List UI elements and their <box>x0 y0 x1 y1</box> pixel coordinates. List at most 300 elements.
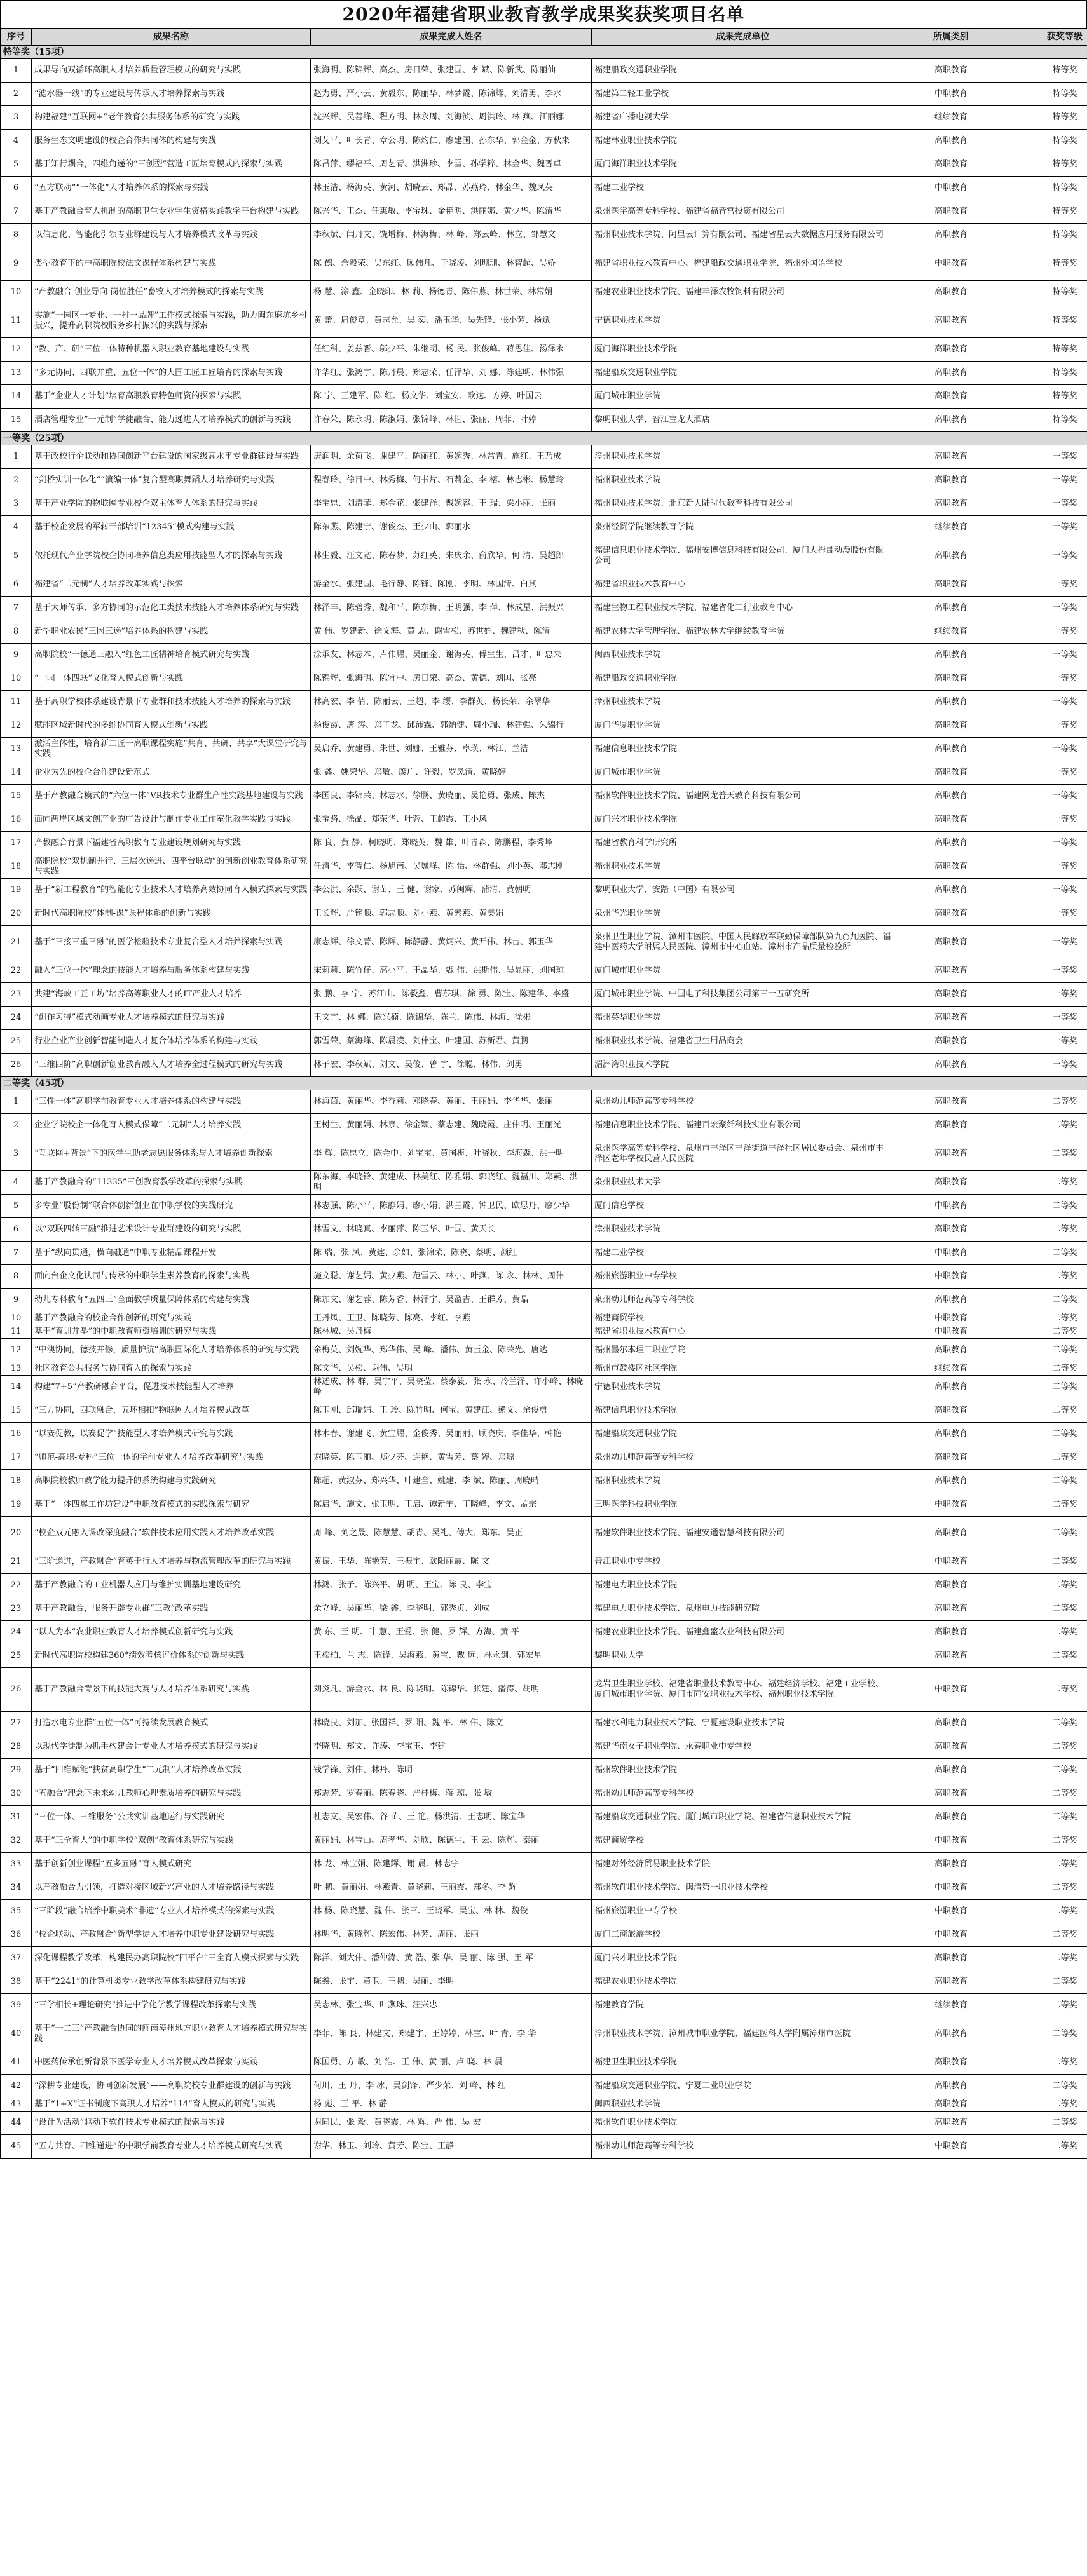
cell-number: 29 <box>1 1759 32 1782</box>
cell-award-level: 特等奖 <box>1008 106 1087 130</box>
cell-category: 继续教育 <box>894 1362 1008 1376</box>
cell-category: 中职教育 <box>894 1325 1008 1339</box>
cell-completers: 施文聪、谢艺娟、黄少燕、范雪云、林小、叶燕、陈 永、林林、周伟 <box>311 1265 592 1289</box>
cell-achievement-name: 高职院校“双机制并行、三层次递进、四平台联动”的创新创业教育体系研究与实践 <box>32 855 311 879</box>
cell-category: 高职教育 <box>894 338 1008 362</box>
table-row <box>1 1574 1087 1597</box>
cell-completers: 张海明、陈锦辉、高杰、房日荣、张建国、李 斌、陈新武、陈丽仙 <box>311 59 592 83</box>
cell-number: 30 <box>1 1782 32 1806</box>
table-row <box>1 1362 1087 1376</box>
cell-award-level: 二等奖 <box>1008 1289 1087 1312</box>
cell-category: 高职教育 <box>894 1171 1008 1195</box>
cell-institution: 福州职业技术学院、阿里云计算有限公司、福建省星云大数据应用服务有限公司 <box>592 224 894 247</box>
table-row <box>1 1517 1087 1550</box>
cell-number: 2 <box>1 1114 32 1137</box>
document-title: 2020年福建省职业教育教学成果奖获奖项目名单 <box>0 0 1087 28</box>
table-row <box>1 785 1087 808</box>
cell-achievement-name: 高职院校教师教学能力提升的系统构建与实践研究 <box>32 1470 311 1493</box>
table-row <box>1 808 1087 832</box>
cell-award-level: 二等奖 <box>1008 2075 1087 2098</box>
cell-achievement-name: 服务生态文明建设的校企合作共同体的构建与实践 <box>32 130 311 153</box>
cell-number: 39 <box>1 1994 32 2017</box>
cell-institution: 福州职业技术学院 <box>592 469 894 492</box>
table-row <box>1 539 1087 573</box>
cell-institution: 福建电力职业技术学院 <box>592 1574 894 1597</box>
cell-category: 高职教育 <box>894 1376 1008 1399</box>
cell-completers: 黄丽娟、林宝山、周孝华、刘欣、陈德生、王 云、陈辉、秦丽 <box>311 1829 592 1853</box>
cell-institution: 泉州医学高等专科学校、福建省福音宫投资有限公司 <box>592 200 894 224</box>
table-row <box>1 573 1087 597</box>
cell-category: 高职教育 <box>894 1137 1008 1171</box>
cell-number: 13 <box>1 738 32 761</box>
cell-category: 中职教育 <box>894 83 1008 106</box>
table-row <box>1 409 1087 432</box>
cell-institution: 晋江职业中专学校 <box>592 1550 894 1574</box>
cell-completers: 李公洪、余跃、谢苗、王 健、谢家、苏闽辉、蒲清、黄朝明 <box>311 879 592 902</box>
cell-completers: 黄 东、王 明、叶 慧、王爱、张 健、罗 辉、方海、黄 平 <box>311 1621 592 1644</box>
cell-achievement-name: 成果导向双循环高职人才培养质量管理模式的研究与实践 <box>32 59 311 83</box>
cell-institution: 福建工业学校 <box>592 1242 894 1265</box>
table-row <box>1 1007 1087 1030</box>
cell-category: 中职教育 <box>894 177 1008 200</box>
cell-award-level: 二等奖 <box>1008 1090 1087 1114</box>
cell-category: 高职教育 <box>894 879 1008 902</box>
cell-award-level: 二等奖 <box>1008 1923 1087 1947</box>
cell-category: 高职教育 <box>894 2112 1008 2135</box>
cell-institution: 泉州医学高等专科学校、泉州市丰泽区丰泽街道丰泽社区居民委员会、泉州市丰泽区老年学校民营人民医院 <box>592 1137 894 1171</box>
cell-institution: 湄洲湾职业技术学院 <box>592 1054 894 1077</box>
cell-number: 34 <box>1 1876 32 1900</box>
cell-award-level: 特等奖 <box>1008 385 1087 409</box>
cell-award-level: 一等奖 <box>1008 855 1087 879</box>
cell-category: 高职教育 <box>894 738 1008 761</box>
cell-number: 43 <box>1 2098 32 2112</box>
cell-number: 18 <box>1 855 32 879</box>
cell-number: 35 <box>1 1900 32 1923</box>
cell-award-level: 特等奖 <box>1008 224 1087 247</box>
cell-achievement-name: 企业为先的校企合作建设新范式 <box>32 761 311 785</box>
table-row <box>1 445 1087 469</box>
cell-achievement-name: 赋能区域新时代的多维协同育人模式创新与实践 <box>32 714 311 738</box>
cell-completers: 许春荣、陈永明、陈淑娟、张锦峰、林世、张丽、周菲、叶婷 <box>311 409 592 432</box>
cell-category: 高职教育 <box>894 281 1008 304</box>
cell-award-level: 二等奖 <box>1008 1970 1087 1994</box>
cell-number: 19 <box>1 1493 32 1517</box>
cell-institution: 福州职业技术学院、北京新大陆时代教育科技有限公司 <box>592 492 894 516</box>
cell-category: 高职教育 <box>894 1289 1008 1312</box>
cell-institution: 福建信息职业技术学院、福州安博信息科技有限公司、厦门大拇哥动漫股份有限公司 <box>592 539 894 573</box>
cell-number: 11 <box>1 304 32 338</box>
cell-award-level: 二等奖 <box>1008 1423 1087 1446</box>
cell-achievement-name: 激活主体性，培育新工匠一高职课程实施“共育、共研、共享”大课堂研究与实践 <box>32 738 311 761</box>
cell-completers: 陈昌萍、缪福平、周艺青、洪洲珍、李雪、孙学粹、林金华、魏晋卓 <box>311 153 592 177</box>
cell-number: 12 <box>1 1339 32 1362</box>
cell-number: 36 <box>1 1923 32 1947</box>
cell-institution: 福建软件职业技术学院、福建安通智慧科技有限公司 <box>592 1517 894 1550</box>
cell-category: 高职教育 <box>894 1517 1008 1550</box>
award-table <box>0 28 1087 2159</box>
cell-completers: 林玉洁、杨海英、黄河、胡晓云、郑晶、苏燕玲、林金华、魏凤英 <box>311 177 592 200</box>
cell-category: 高职教育 <box>894 1735 1008 1759</box>
table-row <box>1 1376 1087 1399</box>
cell-number: 23 <box>1 1597 32 1621</box>
table-row <box>1 177 1087 200</box>
cell-institution: 福州市鼓楼区社区学院 <box>592 1362 894 1376</box>
cell-achievement-name: 基于“1+X”证书制度下高职人才培养“114”育人模式的研究与实践 <box>32 2098 311 2112</box>
cell-number: 1 <box>1 1090 32 1114</box>
cell-institution: 福建农业职业技术学院 <box>592 1970 894 1994</box>
section-header-row <box>1 1077 1087 1090</box>
cell-number: 2 <box>1 83 32 106</box>
cell-award-level: 特等奖 <box>1008 83 1087 106</box>
cell-completers: 王丹凤、王卫、陈晓芳、陈亮、李红、李燕 <box>311 1312 592 1325</box>
cell-institution: 福建第二轻工业学校 <box>592 83 894 106</box>
cell-category: 高职教育 <box>894 1853 1008 1876</box>
cell-number: 22 <box>1 1574 32 1597</box>
cell-number: 19 <box>1 879 32 902</box>
cell-category: 高职教育 <box>894 1947 1008 1970</box>
cell-achievement-name: 以信息化、智能化引领专业群建设与人才培养模式改革与实践 <box>32 224 311 247</box>
cell-institution: 泉州华光职业学院 <box>592 902 894 926</box>
cell-completers: 许华红、张鸿宇、陈丹晨、郑志荣、任泽华、刘 娜、陈建明、林伟强 <box>311 362 592 385</box>
cell-award-level: 一等奖 <box>1008 879 1087 902</box>
cell-achievement-name: 深化课程教学改革，构建民办高职院校“四平台”三全育人模式探索与实践 <box>32 1947 311 1970</box>
cell-completers: 陈 鹤、余毅荣、吴东红、顾伟凡、于晓凌、刘珊珊、林智超、吴娇 <box>311 247 592 281</box>
cell-completers: 李秋斌、闫丹文、饶增梅、林海梅、林 峰、郑云峰、林立、邹慧文 <box>311 224 592 247</box>
cell-institution: 福建商贸学校 <box>592 1312 894 1325</box>
cell-achievement-name: 类型教育下的中高职院校法文课程体系构建与实践 <box>32 247 311 281</box>
cell-institution: 福建船政交通职业学院、宁夏工业职业学院 <box>592 2075 894 2098</box>
cell-category: 高职教育 <box>894 855 1008 879</box>
cell-category: 高职教育 <box>894 1574 1008 1597</box>
cell-completers: 林述成、林 群、吴宇平、吴晓莹、蔡泰毅、张 永、冷兰泽、许小峰、林晓峰 <box>311 1376 592 1399</box>
cell-completers: 陈玉刚、邱瑞娟、王 玲、陈竹明、何宝、黄建江、熊文、余俊勇 <box>311 1399 592 1423</box>
cell-number: 14 <box>1 1376 32 1399</box>
cell-award-level: 二等奖 <box>1008 1218 1087 1242</box>
cell-institution: 泉州经贸学院继续教育学院 <box>592 516 894 539</box>
cell-award-level: 一等奖 <box>1008 1054 1087 1077</box>
cell-institution: 厦门兴才职业技术学院 <box>592 1947 894 1970</box>
header-award-level: 获奖等级 <box>1008 29 1087 46</box>
cell-achievement-name: 基于“育训并举”的中职教育师资培训的研究与实践 <box>32 1325 311 1339</box>
cell-achievement-name: 基于政校行企联动和协同创新平台建设的国家级高水平专业群建设与实践 <box>32 445 311 469</box>
cell-achievement-name: 依托现代产业学院校企协同培养信息类应用技能型人才的探索与实践 <box>32 539 311 573</box>
cell-number: 3 <box>1 106 32 130</box>
cell-institution: 厦门兴才职业技术学院 <box>592 808 894 832</box>
cell-award-level: 一等奖 <box>1008 785 1087 808</box>
table-row <box>1 1644 1087 1668</box>
cell-completers: 程春玲、徐日中、林秀梅、何书片、石莉金、李 榕、林志彬、杨慧玲 <box>311 469 592 492</box>
cell-number: 10 <box>1 1312 32 1325</box>
cell-institution: 福州职业技术学院、福建省卫生用品商会 <box>592 1030 894 1054</box>
cell-completers: 任红科、姜兹晋、邬少平、朱继明、杨 民、张俊峰、蒋思佳、汤泽永 <box>311 338 592 362</box>
cell-completers: 林子宏、李秋斌、刘文、吴俊、曾 宇、徐聪、林伟、刘勇 <box>311 1054 592 1077</box>
cell-completers: 陈国勇、方 敏、刘 浩、王 伟、黄 丽、卢 晓、林 晨 <box>311 2051 592 2075</box>
cell-institution: 福建对外经济贸易职业技术学院 <box>592 1853 894 1876</box>
cell-institution: 福州软件职业技术学院、福建网龙普天教育科技有限公司 <box>592 785 894 808</box>
cell-number: 33 <box>1 1853 32 1876</box>
cell-completers: 陈洋、刘大伟、潘仲涛、黄 浩、张 华、吴 丽、陈 强、王 军 <box>311 1947 592 1970</box>
cell-completers: 赵为勇、严小云、黄毅东、陈丽华、林梦霞、陈锦辉、刘清勇、李水 <box>311 83 592 106</box>
cell-number: 20 <box>1 1517 32 1550</box>
table-row <box>1 714 1087 738</box>
cell-achievement-name: “深耕专业建设，协同创新发展”——高职院校专业群建设的创新与实践 <box>32 2075 311 2098</box>
cell-category: 中职教育 <box>894 247 1008 281</box>
cell-category: 高职教育 <box>894 445 1008 469</box>
cell-category: 高职教育 <box>894 597 1008 620</box>
cell-number: 25 <box>1 1030 32 1054</box>
cell-institution: 黎明职业大学、晋江宝龙大酒店 <box>592 409 894 432</box>
cell-achievement-name: “校企联动、产教融合”新型学徒人才培养中职专业建设研究与实践 <box>32 1923 311 1947</box>
cell-completers: 杨 彪、王 平、林 静 <box>311 2098 592 2112</box>
cell-award-level: 二等奖 <box>1008 2135 1087 2159</box>
cell-completers: 康志辉、徐文菁、陈辉、陈静静、黄炳兴、黄开伟、林吉、郭玉华 <box>311 926 592 959</box>
cell-number: 32 <box>1 1829 32 1853</box>
cell-number: 26 <box>1 1054 32 1077</box>
cell-category: 高职教育 <box>894 492 1008 516</box>
cell-number: 7 <box>1 200 32 224</box>
table-row <box>1 761 1087 785</box>
table-row <box>1 1339 1087 1362</box>
cell-institution: 漳州职业技术学院 <box>592 1218 894 1242</box>
cell-achievement-name: 以现代学徒制为抓手构建会计专业人才培养模式的研究与实践 <box>32 1735 311 1759</box>
cell-number: 15 <box>1 409 32 432</box>
cell-completers: 张宝路、徐晶、郑荣华、叶蓉、王超霞、王小凤 <box>311 808 592 832</box>
cell-category: 继续教育 <box>894 1994 1008 2017</box>
cell-number: 13 <box>1 362 32 385</box>
cell-institution: 福建电力职业技术学院、泉州电力技能研究院 <box>592 1597 894 1621</box>
cell-achievement-name: 基于校企发展的军转干部培训“12345”模式构建与实践 <box>32 516 311 539</box>
cell-category: 高职教育 <box>894 959 1008 983</box>
cell-award-level: 二等奖 <box>1008 1446 1087 1470</box>
cell-achievement-name: “三位一体、三维服务”公共实训基地运行与实践研究 <box>32 1806 311 1829</box>
header-number: 序号 <box>1 29 32 46</box>
cell-award-level: 二等奖 <box>1008 1242 1087 1265</box>
cell-achievement-name: 基于“三接三重三融”的医学检验技术专业复合型人才培养探索与实践 <box>32 926 311 959</box>
table-row <box>1 1265 1087 1289</box>
cell-institution: 福建省职业技术教育中心 <box>592 1325 894 1339</box>
cell-award-level: 二等奖 <box>1008 2051 1087 2075</box>
cell-achievement-name: 基于产教融合的校企合作创新的研究与实践 <box>32 1312 311 1325</box>
cell-award-level: 二等奖 <box>1008 1829 1087 1853</box>
cell-award-level: 特等奖 <box>1008 130 1087 153</box>
section-header-row <box>1 432 1087 445</box>
cell-award-level: 一等奖 <box>1008 926 1087 959</box>
cell-institution: 厦门华厦职业学院 <box>592 714 894 738</box>
cell-institution: 福州软件职业技术学院 <box>592 2112 894 2135</box>
cell-completers: 陈加文、谢艺蓉、陈芳香、林泽宇、吴盈吉、王群芳、黄晶 <box>311 1289 592 1312</box>
table-row <box>1 83 1087 106</box>
cell-achievement-name: “教、产、研”三位一体特种机器人职业教育基地建设与实践 <box>32 338 311 362</box>
cell-award-level: 二等奖 <box>1008 1399 1087 1423</box>
cell-completers: 刘艾平、叶长青、章公明、陈灼仁、廖建国、孙东华、郭金金、方秋来 <box>311 130 592 153</box>
cell-achievement-name: “三性一体”高职学前教育专业人才培养体系的构建与实践 <box>32 1090 311 1114</box>
cell-institution: 福建省教育科学研究所 <box>592 832 894 855</box>
section-label: 特等奖（15项） <box>1 46 1087 59</box>
cell-number: 8 <box>1 224 32 247</box>
cell-number: 8 <box>1 1265 32 1289</box>
cell-number: 37 <box>1 1947 32 1970</box>
table-row <box>1 1621 1087 1644</box>
cell-institution: 福建华南女子职业学院、永春职业中专学校 <box>592 1735 894 1759</box>
table-row <box>1 1900 1087 1923</box>
cell-number: 38 <box>1 1970 32 1994</box>
cell-category: 继续教育 <box>894 516 1008 539</box>
cell-award-level: 特等奖 <box>1008 247 1087 281</box>
cell-award-level: 一等奖 <box>1008 469 1087 492</box>
table-row <box>1 59 1087 83</box>
cell-institution: 福建林业职业技术学院 <box>592 130 894 153</box>
table-row <box>1 2112 1087 2135</box>
section-label: 一等奖（25项） <box>1 432 1087 445</box>
cell-achievement-name: 多专业“股份制”联合体创新创业在中职学校的实践研究 <box>32 1195 311 1218</box>
cell-achievement-name: 基于“企业人才计划”培育高职教育特色师资的探索与实践 <box>32 385 311 409</box>
cell-award-level: 二等奖 <box>1008 1339 1087 1362</box>
cell-number: 18 <box>1 1470 32 1493</box>
cell-number: 2 <box>1 469 32 492</box>
table-row <box>1 281 1087 304</box>
cell-number: 13 <box>1 1362 32 1376</box>
cell-achievement-name: “中澳协同，德技并修，质量护航”高职国际化人才培养体系的研究与实践 <box>32 1339 311 1362</box>
cell-category: 高职教育 <box>894 2017 1008 2051</box>
cell-achievement-name: 基于创新创业课程“五多五融”育人模式研究 <box>32 1853 311 1876</box>
cell-category: 中职教育 <box>894 1550 1008 1574</box>
cell-category: 高职教育 <box>894 1030 1008 1054</box>
cell-completers: 黄 蕾、周俊章、黄志允、吴 奕、潘玉华、吴先锋、张小芳、杨斌 <box>311 304 592 338</box>
cell-number: 15 <box>1 785 32 808</box>
cell-achievement-name: 基于“三全育人”的中职学校“双创”教育体系研究与实践 <box>32 1829 311 1853</box>
cell-institution: 福建商贸学校 <box>592 1829 894 1853</box>
cell-category: 中职教育 <box>894 1265 1008 1289</box>
cell-completers: 游金水、张建国、毛行静、陈锋、陈刚、李明、林国清、白其 <box>311 573 592 597</box>
cell-completers: 陈兴华、王杰、任惠敏、李宝珠、金艳明、洪丽娜、黄少华、陈清华 <box>311 200 592 224</box>
cell-achievement-name: 构建“7+5”产教研融合平台，促进技术技能型人才培养 <box>32 1376 311 1399</box>
cell-completers: 陈锦辉、张海明、陈宜中、房日荣、高杰、黄德、刘国、张亮 <box>311 667 592 691</box>
cell-award-level: 一等奖 <box>1008 597 1087 620</box>
cell-institution: 福州旅游职业中专学校 <box>592 1900 894 1923</box>
cell-achievement-name: 实施“一园区一专业、一村一品牌”工作模式探索与实践，助力闽东麻坑乡村振兴，提升高职院校服务乡村振兴的实践与探索 <box>32 304 311 338</box>
cell-completers: 沈兴辉、吴善峰、程方明、林永周、刘海滨、周洪玲、林 燕、江丽娜 <box>311 106 592 130</box>
cell-award-level: 一等奖 <box>1008 808 1087 832</box>
cell-institution: 福建教育学院 <box>592 1994 894 2017</box>
cell-achievement-name: 以产教融合为引领，打造对接区域新兴产业的人才培养路径与实践 <box>32 1876 311 1900</box>
cell-award-level: 二等奖 <box>1008 1574 1087 1597</box>
cell-institution: 福州幼儿师范高等专科学校 <box>592 1782 894 1806</box>
cell-award-level: 一等奖 <box>1008 832 1087 855</box>
cell-institution: 厦门海洋职业技术学院 <box>592 153 894 177</box>
cell-completers: 林明华、黄晓辉、陈宏伟、林芳、周丽、张丽 <box>311 1923 592 1947</box>
cell-completers: 陈 瑞、张 凤、黄建、余如、张锦荣、陈晓、蔡明、颜红 <box>311 1242 592 1265</box>
cell-institution: 福州幼儿师范高等专科学校 <box>592 2135 894 2159</box>
cell-institution: 福建船政交通职业学院、厦门城市职业学院、福建省信息职业技术学院 <box>592 1806 894 1829</box>
cell-completers: 陈东海、李晓铃、黄建成、林美红、陈雅娟、郭晓红、魏福川、郑素、洪一明 <box>311 1171 592 1195</box>
cell-achievement-name: “滤水器一线”的专业建设与传承人才培养探索与实践 <box>32 83 311 106</box>
table-row <box>1 855 1087 879</box>
cell-achievement-name: 基于产教融合的工业机器人应用与维护实训基地建设研究 <box>32 1574 311 1597</box>
cell-number: 41 <box>1 2051 32 2075</box>
table-row <box>1 1312 1087 1325</box>
table-row <box>1 1446 1087 1470</box>
table-row <box>1 926 1087 959</box>
cell-achievement-name: “三维四阶”高职创新创业教育融入人才培养全过程模式的研究与实践 <box>32 1054 311 1077</box>
cell-number: 17 <box>1 1446 32 1470</box>
cell-award-level: 一等奖 <box>1008 445 1087 469</box>
cell-number: 14 <box>1 385 32 409</box>
table-row <box>1 1947 1087 1970</box>
cell-number: 24 <box>1 1007 32 1030</box>
cell-number: 16 <box>1 1423 32 1446</box>
table-row <box>1 738 1087 761</box>
cell-institution: 福建省职业技术教育中心 <box>592 573 894 597</box>
table-row <box>1 304 1087 338</box>
cell-award-level: 二等奖 <box>1008 1668 1087 1712</box>
cell-number: 20 <box>1 902 32 926</box>
cell-award-level: 二等奖 <box>1008 1493 1087 1517</box>
cell-achievement-name: 基于产业学院的物联网专业校企双主体育人体系的研究与实践 <box>32 492 311 516</box>
cell-number: 8 <box>1 620 32 644</box>
cell-institution: 闽西职业技术学院 <box>592 644 894 667</box>
cell-completers: 陈 宁、王建军、陈 红、杨文华、刘宝安、欧达、方婷、叶国云 <box>311 385 592 409</box>
table-body <box>1 46 1087 2159</box>
cell-award-level: 一等奖 <box>1008 959 1087 983</box>
cell-completers: 林生毅、汪文宽、陈春梦、苏红英、朱庆余、俞欣华、何 清、吴超郎 <box>311 539 592 573</box>
cell-award-level: 二等奖 <box>1008 1312 1087 1325</box>
table-row <box>1 1668 1087 1712</box>
table-row <box>1 1550 1087 1574</box>
cell-completers: 林 龙、林宝娟、陈建辉、谢 晨、林志宇 <box>311 1853 592 1876</box>
table-row <box>1 247 1087 281</box>
cell-completers: 王松柏、兰 志、陈锋、吴海燕、黄宝、戴 远、林永剑、郭宏星 <box>311 1644 592 1668</box>
cell-achievement-name: 新时代高职院校“体制-课”课程体系的创新与实践 <box>32 902 311 926</box>
cell-institution: 福建农业职业技术学院、福建丰泽农牧饲料有限公司 <box>592 281 894 304</box>
header-category: 所属类别 <box>894 29 1008 46</box>
cell-category: 中职教育 <box>894 1242 1008 1265</box>
cell-achievement-name: “一园一体四联”文化育人模式创新与实践 <box>32 667 311 691</box>
cell-institution: 厦门城市职业学院、中国电子科技集团公司第三十五研究所 <box>592 983 894 1007</box>
cell-award-level: 一等奖 <box>1008 1030 1087 1054</box>
table-row <box>1 1242 1087 1265</box>
cell-award-level: 二等奖 <box>1008 1947 1087 1970</box>
cell-achievement-name: 福建省“二元制”人才培养改革实践与探索 <box>32 573 311 597</box>
cell-completers: 郑志芳、罗春丽、陈春晓、严桂梅、蒋 琼、张 敏 <box>311 1782 592 1806</box>
cell-achievement-name: 基于产教融合背景下的技能大赛与人才培养体系研究与实践 <box>32 1668 311 1712</box>
cell-category: 中职教育 <box>894 2135 1008 2159</box>
cell-achievement-name: “剑桥实训一体化”“演编一体”复合型高职舞蹈人才培养研究与实践 <box>32 469 311 492</box>
cell-category: 高职教育 <box>894 409 1008 432</box>
cell-institution: 福建信息职业技术学院、福建百宏聚纤科技实业有限公司 <box>592 1114 894 1137</box>
cell-achievement-name: “产教融合-创业导向-岗位胜任”畜牧人才培养模式的探索与实践 <box>32 281 311 304</box>
cell-category: 中职教育 <box>894 1876 1008 1900</box>
cell-achievement-name: 酒店管理专业“一元制”学徒融合、能力递进人才培养模式的创新与实践 <box>32 409 311 432</box>
cell-completers: 谢华、林玉、刘玲、黄芳、陈宝、王静 <box>311 2135 592 2159</box>
cell-award-level: 二等奖 <box>1008 1900 1087 1923</box>
cell-institution: 厦门工商旅游学校 <box>592 1923 894 1947</box>
cell-award-level: 二等奖 <box>1008 2098 1087 2112</box>
cell-institution: 漳州职业技术学院 <box>592 691 894 714</box>
table-row <box>1 362 1087 385</box>
cell-achievement-name: 基于产教融合的“11335”三创教育教学改革的探索与实践 <box>32 1171 311 1195</box>
cell-category: 高职教育 <box>894 1090 1008 1114</box>
cell-completers: 钱学锋、刘伟、林丹、陈明 <box>311 1759 592 1782</box>
cell-institution: 泉州职业技术大学 <box>592 1171 894 1195</box>
cell-completers: 林海茵、黄丽华、李香莉、邓晓春、黄丽、王丽娟、李华华、张丽 <box>311 1090 592 1114</box>
cell-number: 12 <box>1 338 32 362</box>
cell-award-level: 一等奖 <box>1008 983 1087 1007</box>
cell-completers: 陈东燕、陈建宁、谢俊杰、王少山、郭丽水 <box>311 516 592 539</box>
cell-achievement-name: 新时代高职院校构建360°绩效考核评价体系的创新与实践 <box>32 1644 311 1668</box>
cell-award-level: 二等奖 <box>1008 1195 1087 1218</box>
cell-number: 11 <box>1 691 32 714</box>
